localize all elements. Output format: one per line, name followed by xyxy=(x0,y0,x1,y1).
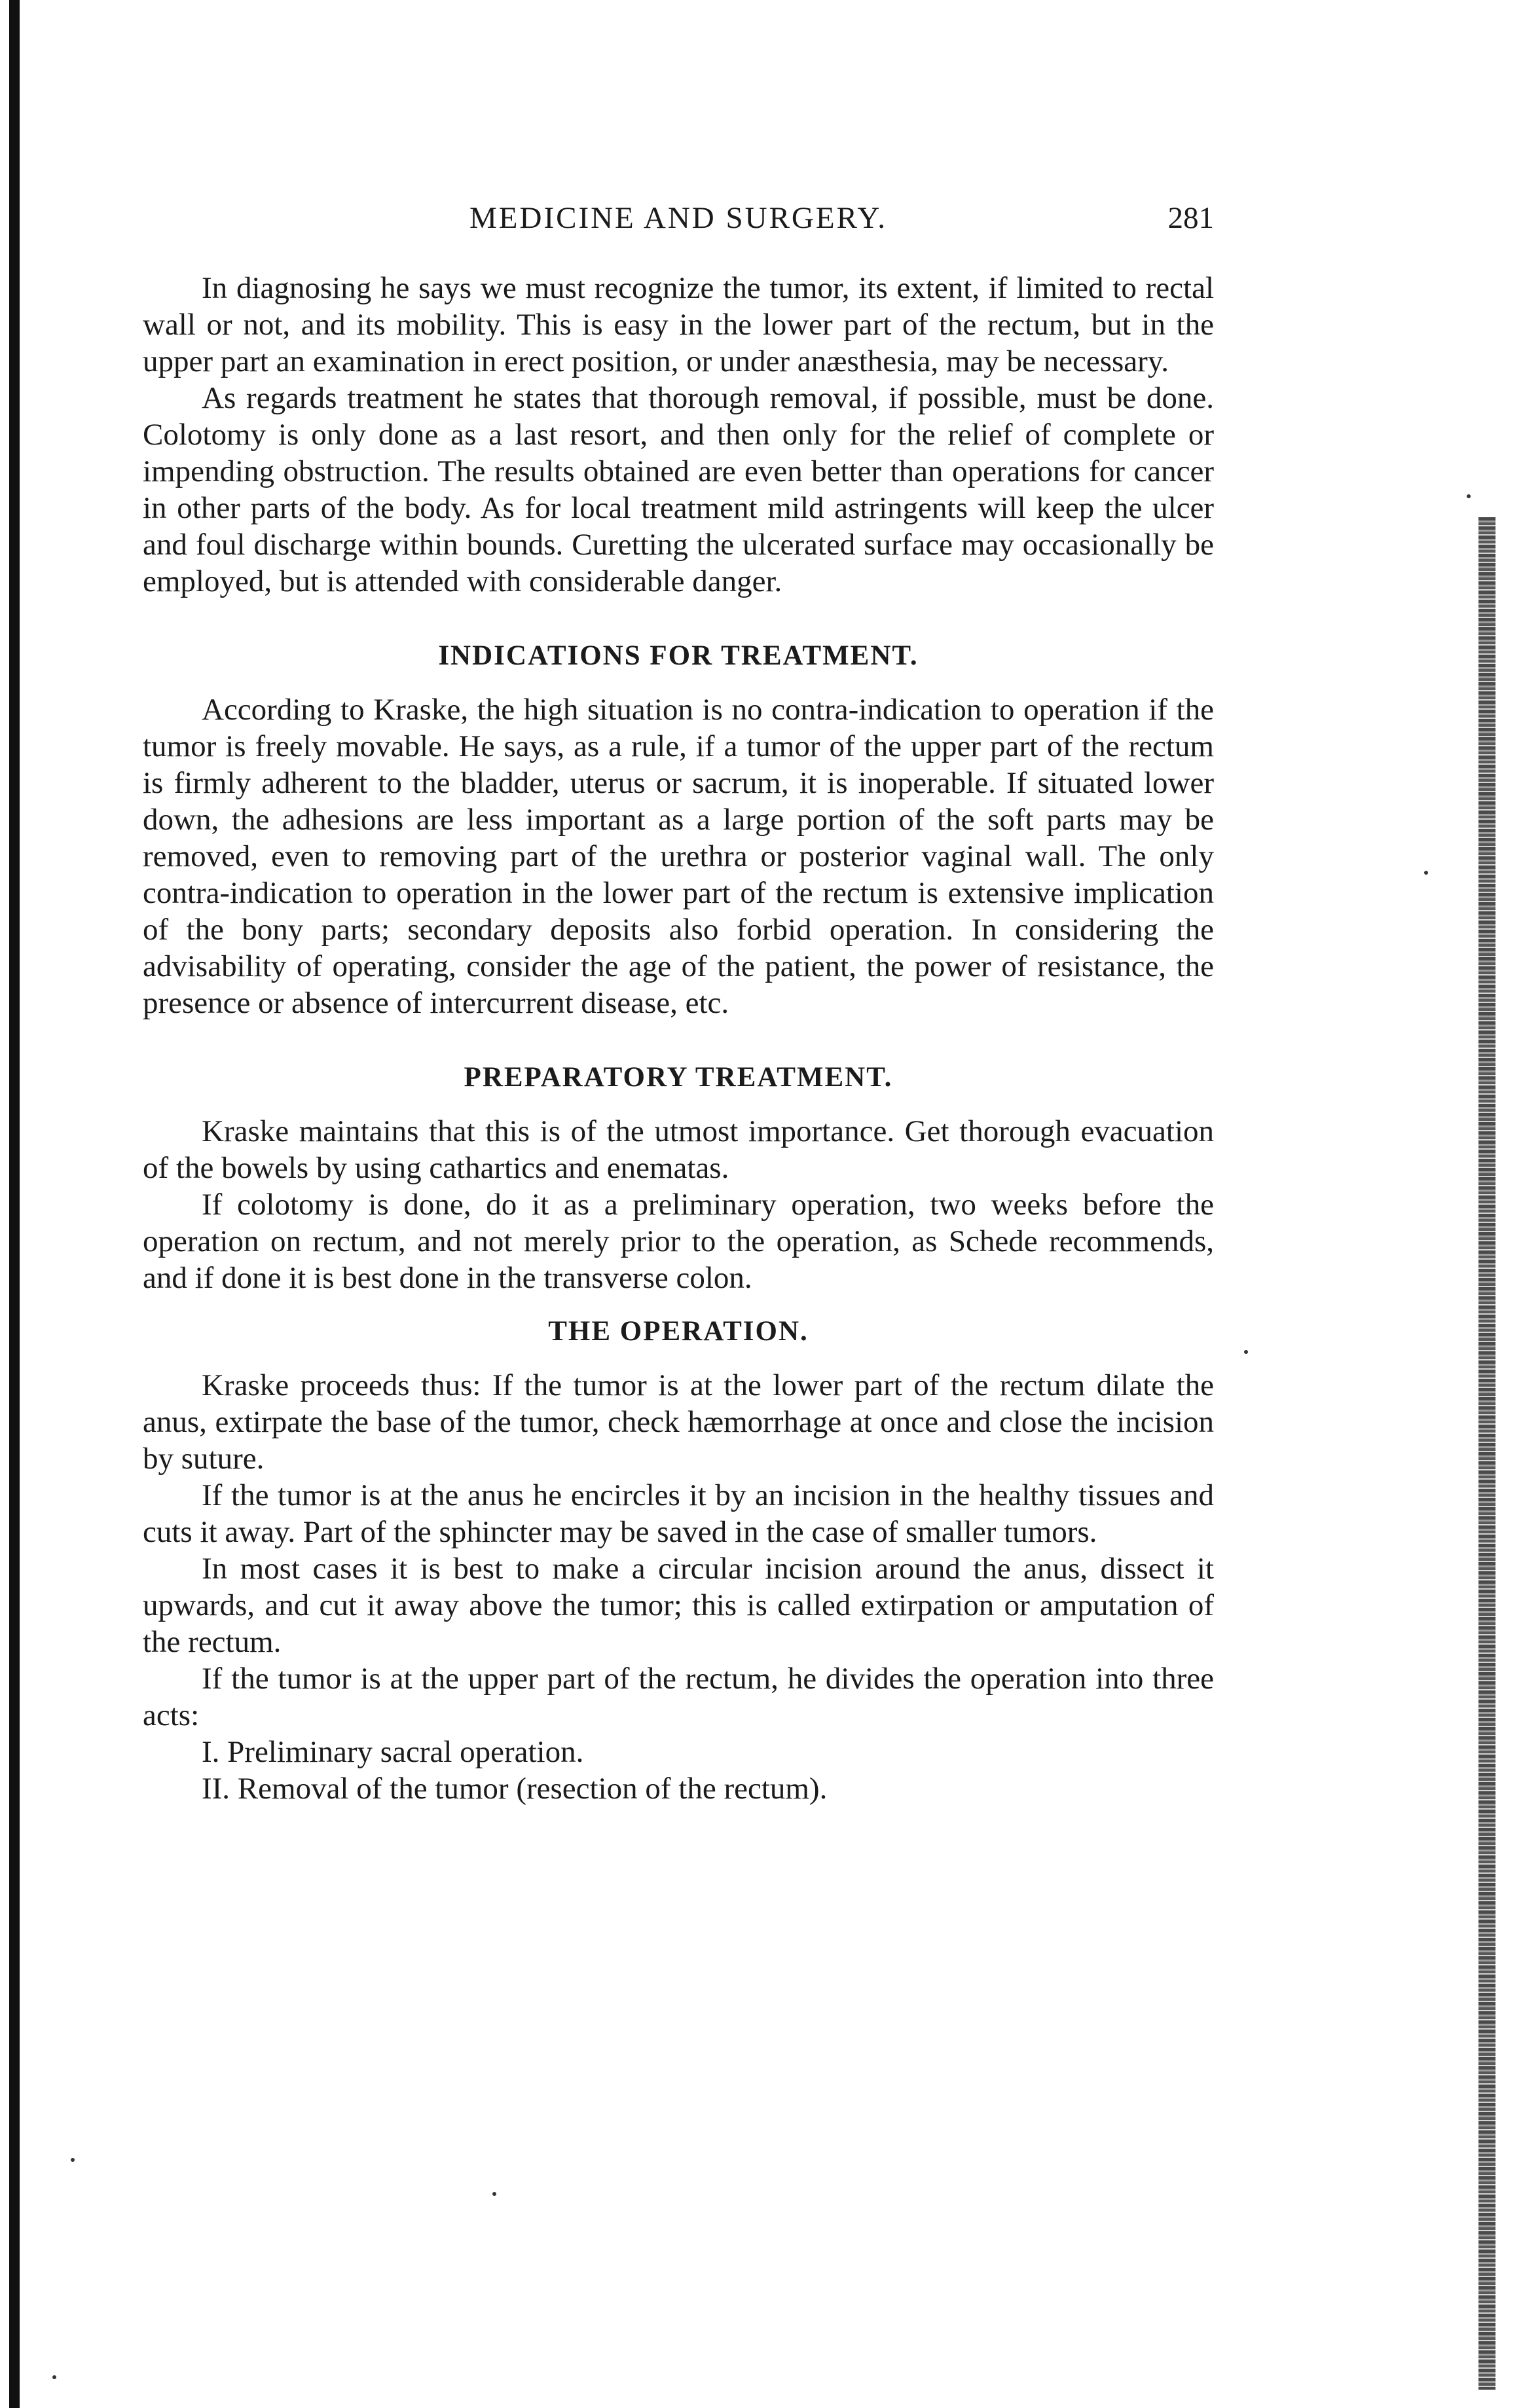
paragraph-operation-upper: If the tumor is at the upper part of the rectum, he divides the operation into three acts: xyxy=(143,1662,1214,1732)
scan-speck xyxy=(52,2375,56,2379)
section-spacer xyxy=(143,674,1214,691)
paragraph-preparatory: Kraske maintains that this is of the utmost importance. Get thorough evacuation of the bowels by using cathartics and enematas. xyxy=(143,1114,1214,1185)
list-item-act-2: II. Removal of the tumor (resection of the rectum). xyxy=(202,1772,828,1806)
paragraph-indications: According to Kraske, the high situation is no contra-indication to operation if the tumor is freely movable. He says, as a rule, if a tumor of the upper part of the rectum is firmly adherent to the bladder, uterus or sacrum, it is inoperable. If situated lower down, the adhesions are less important as a large portion of the soft parts may be removed, even to removing part of the urethra or posterior vaginal wall. The only contra-indication to operation in the lower part of the rectum is extensive implication of the bony parts; secondary deposits also forbid operation. In considering the advisability of operating, consider the age of the patient, the power of resistance, the presence or absence of intercurrent disease, etc. xyxy=(143,693,1214,1020)
paragraph-operation-anus: If the tumor is at the anus he encircles it by an incision in the healthy tissues and cuts it away. Part of the sphincter may be saved in the case of smaller tumors. xyxy=(143,1478,1214,1549)
list-item-act-1: I. Preliminary sacral operation. xyxy=(202,1735,584,1769)
scan-speck xyxy=(1424,871,1428,875)
page-body xyxy=(143,270,1214,1807)
section-spacer xyxy=(143,1096,1214,1113)
paragraph-treatment: As regards treatment he states that thorough removal, if possible, must be done. Colotomy is only done as a last resort, and then only for the relief of complete or impending obstruction. The results obtained are even better than operations for cancer in other parts of the body. As for local treatment mild astringents will keep the ulcer and foul discharge within bounds. Curetting the ulcerated surface may occasionally be employed, but is attended with considerable danger. xyxy=(143,381,1214,598)
scan-speck xyxy=(492,2192,496,2196)
paragraph-diagnosis: In diagnosing he says we must recognize the tumor, its extent, if limited to rectal wall or not, and its mobility. This is easy in the lower part of the rectum, but in the upper part an examination in erect position, or under anæsthesia, may be necessary. xyxy=(143,271,1214,378)
scan-speck xyxy=(1467,494,1471,498)
section-spacer xyxy=(143,600,1214,638)
paragraph-operation-lower: Kraske proceeds thus: If the tumor is at the lower part of the rectum dilate the anus, extirpate the base of the tumor, check hæmorrhage at once and close the incision by suture. xyxy=(143,1368,1214,1476)
scan-binding-edge xyxy=(9,0,20,2408)
page-number: 281 xyxy=(1167,201,1214,235)
section-spacer xyxy=(143,1296,1214,1313)
paragraph-operation-circular: In most cases it is best to make a circular incision around the anus, dissect it upwards, and cut it away above the tumor; this is called extirpation or amputation of the rectum. xyxy=(143,1552,1214,1659)
scan-page-edge xyxy=(1478,517,1495,2390)
heading-operation: THE OPERATION. xyxy=(548,1316,809,1347)
scan-speck xyxy=(1244,1350,1248,1354)
scan-speck xyxy=(71,2158,75,2162)
paragraph-colotomy: If colotomy is done, do it as a preliminary operation, two weeks before the operation on rectum, and not merely prior to the operation, as Schede recommends, and if done it is best done in the transverse colon. xyxy=(143,1188,1214,1295)
section-spacer xyxy=(143,1350,1214,1367)
section-spacer xyxy=(143,1021,1214,1059)
heading-indications: INDICATIONS FOR TREATMENT. xyxy=(438,640,919,671)
running-title: MEDICINE AND SURGERY. xyxy=(469,201,887,235)
heading-preparatory: PREPARATORY TREATMENT. xyxy=(464,1062,893,1093)
running-head xyxy=(143,200,1214,246)
